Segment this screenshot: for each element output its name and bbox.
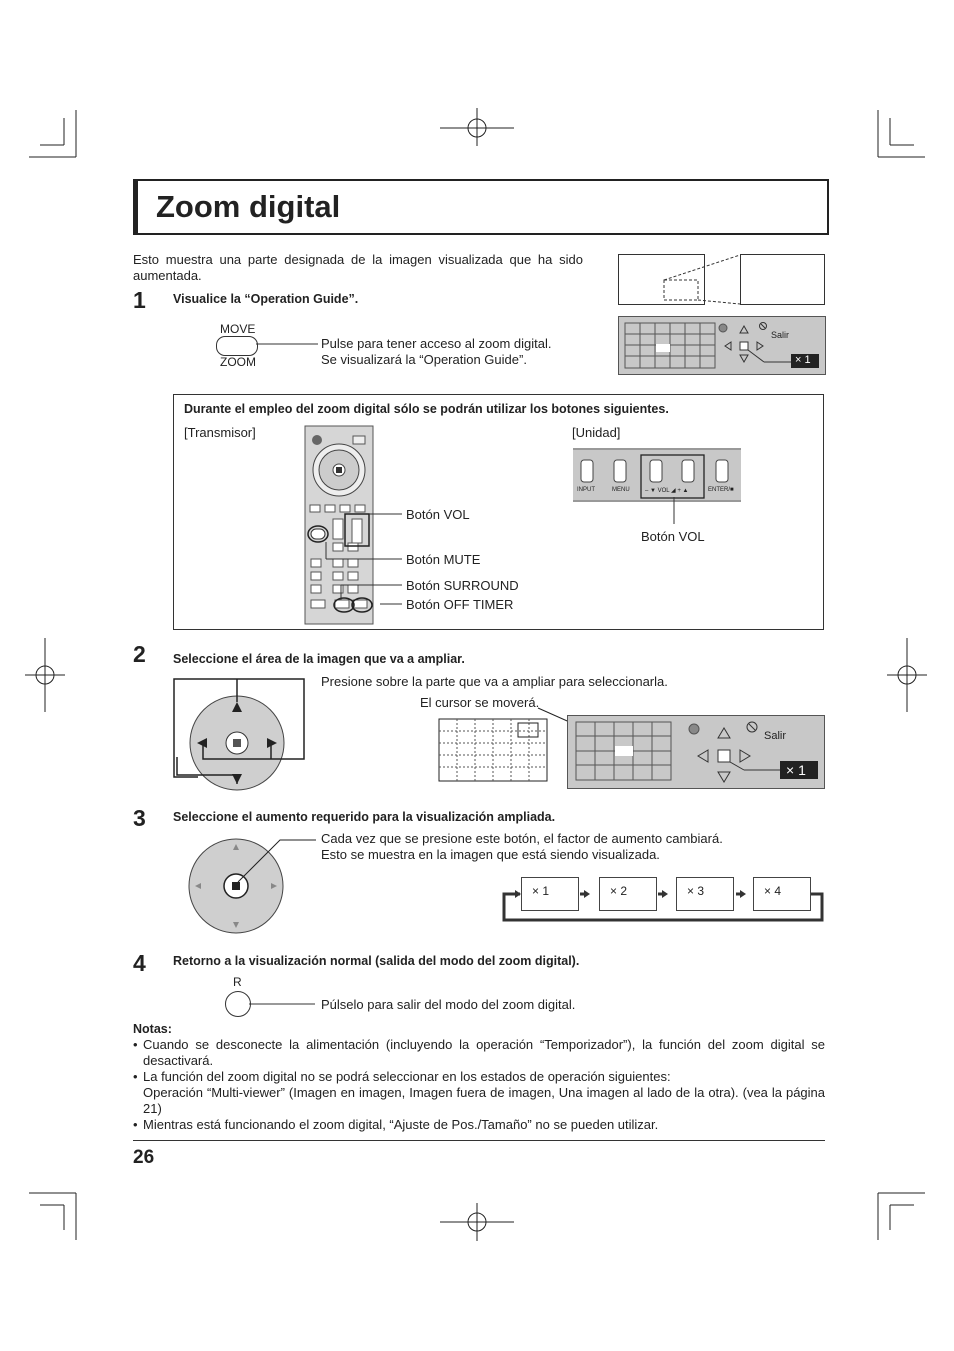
step-2-heading: Seleccione el área de la imagen que va a ampliar.: [173, 652, 465, 666]
operation-guide-panel: [618, 316, 826, 375]
move-label: MOVE: [220, 322, 256, 336]
factor-3: × 3: [687, 884, 705, 898]
factor-box-3: [676, 877, 734, 911]
guide-factor-label: × 1: [795, 354, 811, 366]
step-1-desc-1: Pulse para tener acceso al zoom digital.: [321, 336, 552, 351]
guide-exit-label: Salir: [771, 330, 790, 340]
unidad-label: [Unidad]: [572, 425, 621, 440]
step-4-desc: Púlselo para salir del modo del zoom digital.: [321, 997, 576, 1012]
usable-buttons-heading: Durante el empleo del zoom digital sólo se podrán utilizar los botones siguientes.: [184, 402, 669, 416]
step-1-leader: [256, 343, 326, 347]
operation-guide-panel-2: [567, 715, 825, 789]
step-4-heading: Retorno a la visualización normal (salida del modo del zoom digital).: [173, 954, 580, 968]
page-title: Zoom digital: [156, 189, 341, 224]
factor-4: × 4: [764, 884, 782, 898]
unit-vol-label: – ▼ VOL ◢ + ▲: [645, 488, 689, 494]
step-3-desc-2: Esto se muestra en la imagen que está siendo visualizada.: [321, 847, 660, 862]
unit-vol-caption: Botón VOL: [641, 529, 705, 544]
step-1-number: 1: [133, 287, 146, 313]
factor-box-2: [599, 877, 657, 911]
r-button-label: R: [233, 975, 242, 989]
factor-2: × 2: [610, 884, 628, 898]
usable-buttons-box: [173, 394, 824, 630]
r-button[interactable]: [225, 991, 251, 1017]
unit-input-label: INPUT: [577, 487, 595, 493]
navigation-pad-step-3: [188, 836, 328, 936]
footer-rule: [133, 1140, 825, 1141]
notes-title: Notas:: [133, 1022, 172, 1036]
unit-vol-leader: [673, 497, 677, 527]
notes-list: • Cuando se desconecte la alimentación (incluyendo la operación “Temporizador”), la función del zoom digital se desactivará. • La función del zoom digital no se podrá seleccionar en los estados de operación siguientes: Operación “Multi-viewer” (Imagen en imagen, Imagen fuera de imagen, Una imagen al lado de la otra). (vea la página 21) • Mientras está funcionando el zoom digital, “Ajuste de Pos./Tamaño” no se pueden utilizar.: [133, 1037, 825, 1132]
factor-1: × 1: [532, 884, 550, 898]
unit-panel: [573, 448, 741, 502]
label-mute: Botón MUTE: [406, 552, 481, 567]
title-box: [133, 179, 829, 235]
step-4-number: 4: [133, 950, 146, 976]
guide-factor-label-2: × 1: [786, 762, 806, 778]
note-2b: Operación “Multi-viewer” (Imagen en imagen, Imagen fuera de imagen, Una imagen al lado de la otra). (vea la página 21): [143, 1085, 825, 1116]
factor-box-1: [521, 877, 579, 911]
step-3-heading: Seleccione el aumento requerido para la visualización ampliada.: [173, 810, 556, 824]
step-3-desc-1: Cada vez que se presione este botón, el factor de aumento cambiará.: [321, 831, 723, 846]
step-2-number: 2: [133, 641, 146, 667]
step-2-desc: Presione sobre la parte que va a ampliar para seleccionarla.: [321, 674, 668, 689]
guide-exit-label-2: Salir: [764, 730, 787, 742]
intro-text: Esto muestra una parte designada de la imagen visualizada que ha sido aumentada.: [133, 252, 583, 283]
note-3: Mientras está funcionando el zoom digital, “Ajuste de Pos./Tamaño” no se pueden utilizar.: [143, 1117, 659, 1132]
label-surround: Botón SURROUND: [406, 578, 519, 593]
step-1-heading: Visualice la “Operation Guide”.: [173, 292, 359, 306]
cursor-picture: [438, 703, 578, 769]
label-off-timer: Botón OFF TIMER: [406, 597, 514, 612]
step-1-desc-2: Se visualizará la “Operation Guide”.: [321, 352, 527, 367]
label-vol: Botón VOL: [406, 507, 470, 522]
cursor-note: El cursor se moverá.: [420, 695, 540, 710]
zoom-illustration: [618, 254, 828, 306]
move-zoom-button[interactable]: [216, 336, 258, 356]
unit-enter-label: ENTER/■: [708, 487, 734, 493]
unit-menu-label: MENU: [612, 487, 630, 493]
factor-box-4: [753, 877, 811, 911]
note-2: La función del zoom digital no se podrá seleccionar en los estados de operación siguientes:: [143, 1069, 671, 1084]
step-4-leader: [249, 1003, 319, 1007]
navigation-pad-step-2: [173, 677, 313, 793]
page-number: 26: [133, 1147, 155, 1168]
transmisor-label: [Transmisor]: [184, 425, 256, 440]
zoom-label: ZOOM: [220, 355, 256, 369]
note-1: Cuando se desconecte la alimentación (incluyendo la operación “Temporizador”), la función del zoom digital se desactivará.: [143, 1037, 825, 1068]
step-3-number: 3: [133, 805, 146, 831]
